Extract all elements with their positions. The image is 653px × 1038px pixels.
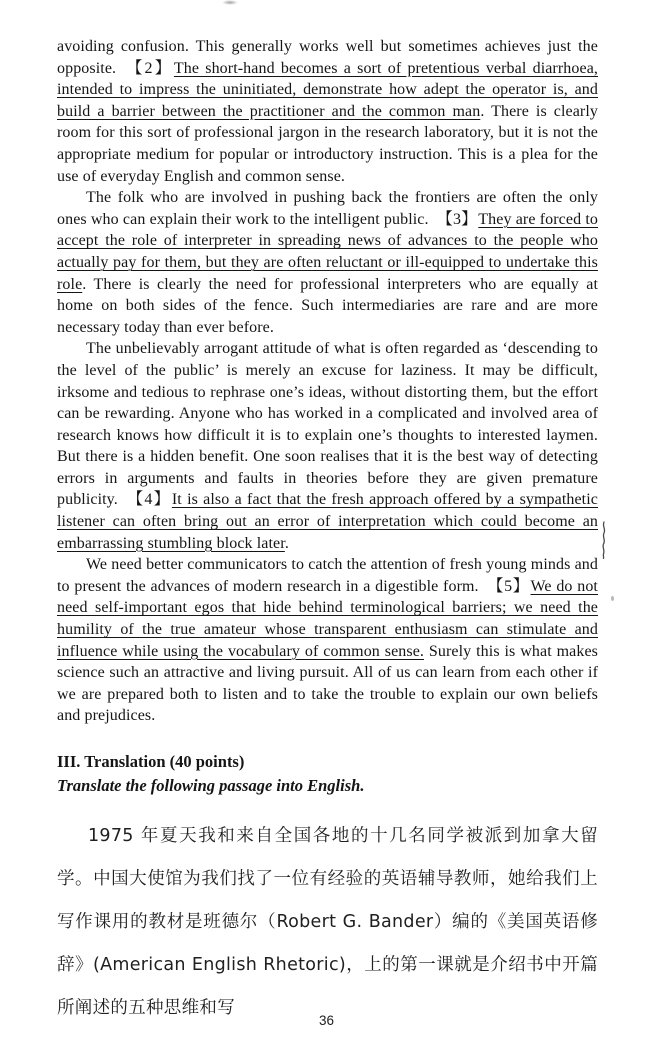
passage-paragraph xyxy=(57,187,598,338)
page-number: 36 xyxy=(318,1013,335,1028)
scan-artifact-dot xyxy=(611,596,614,601)
underlined-segment: It is also a fact that the fresh approach offered by a sympathetic listener can often bring out an error of interpretation which could become an embarrassing stumbling block later xyxy=(57,491,598,552)
pen-mark-artifact xyxy=(599,521,608,564)
underlined-segment: The short-hand becomes a sort of pretentious verbal diarrhoea, intended to impress the uninitiated, demonstrate how adept the operator is, and build a barrier between the practitioner and the common man xyxy=(57,59,598,120)
passage-paragraph xyxy=(57,554,598,727)
text-segment: . There is clearly the need for professional interpreters who are equally at home on both sides of the fence. Such intermediaries are rare and are more necessary today than ever before. xyxy=(57,275,598,336)
underlined-segment: We do not need self-important egos that hide behind terminological barriers; we need the humility of the true amateur whose transparent enthusiasm can stimulate and influence while using the vocabulary of common sense. xyxy=(57,577,598,660)
text-segment: Surely this is what makes science such an attractive and living pursuit. All of us can learn from each other if we are prepared both to listen and to take the trouble to explain our own beliefs and prejudices. xyxy=(57,642,598,725)
underlined-segment: They are forced to accept the role of interpreter in spreading news of advances to the people who actually pay for them, but they are often reluctant or ill-equipped to undertake this role xyxy=(57,210,598,293)
chinese-passage: 1975 年夏天我和来自全国各地的十几名同学被派到加拿大留学。中国大使馆为我们找了一位有经验的英语辅导教师，她给我们上写作课用的教材是班德尔（Robert G. Bander）编的《美国英语修辞》(American English Rhetoric)，上的第一课就是介绍书中开篇所阐述的五种思维和写 xyxy=(57,826,598,1018)
blank-number-marker: 【4】 xyxy=(127,491,171,509)
text-segment: We need better communicators to catch the attention of fresh young minds and to present the advances of modern research in a digestible form. xyxy=(57,556,598,595)
passage-paragraph xyxy=(57,338,598,554)
text-segment: The folk who are involved in pushing back the frontiers are often the only ones who can explain their work to the intelligent public. xyxy=(57,189,598,228)
text-segment: avoiding confusion. This generally works well but sometimes achieves just the opposite. xyxy=(57,38,598,77)
text-segment: . xyxy=(284,534,289,552)
text-segment: . There is clearly room for this sort of professional jargon in the research laboratory, but it is not the appropriate medium for popular or introductory instruction. This is a plea for the use of everyday English and common sense. xyxy=(57,102,598,185)
text-segment: The unbelievably arrogant attitude of what is often regarded as ‘descending to the level of the public’ is merely an excuse for laziness. It may be difficult, irksome and tedious to rephrase one’s ideas, without distorting them, but the effort can be rewarding. Anyone who has worked in a complicated and involved area of research knows how difficult it is to explain one’s thoughts to interested laymen. But there is a hidden benefit. One soon realises that it is the best way of detecting errors in arguments and faults in theories before they are given premature publicity. xyxy=(57,340,598,509)
translation-section-heading: III. Translation (40 points) xyxy=(57,752,245,771)
reading-passage xyxy=(57,36,598,727)
blank-number-marker: 【5】 xyxy=(487,577,530,595)
blank-number-marker: 【3】 xyxy=(436,210,478,228)
passage-paragraph xyxy=(57,36,598,187)
translation-instruction: Translate the following passage into English. xyxy=(57,776,365,795)
scan-artifact-top xyxy=(222,0,238,5)
blank-number-marker: 【2】 xyxy=(126,59,173,77)
